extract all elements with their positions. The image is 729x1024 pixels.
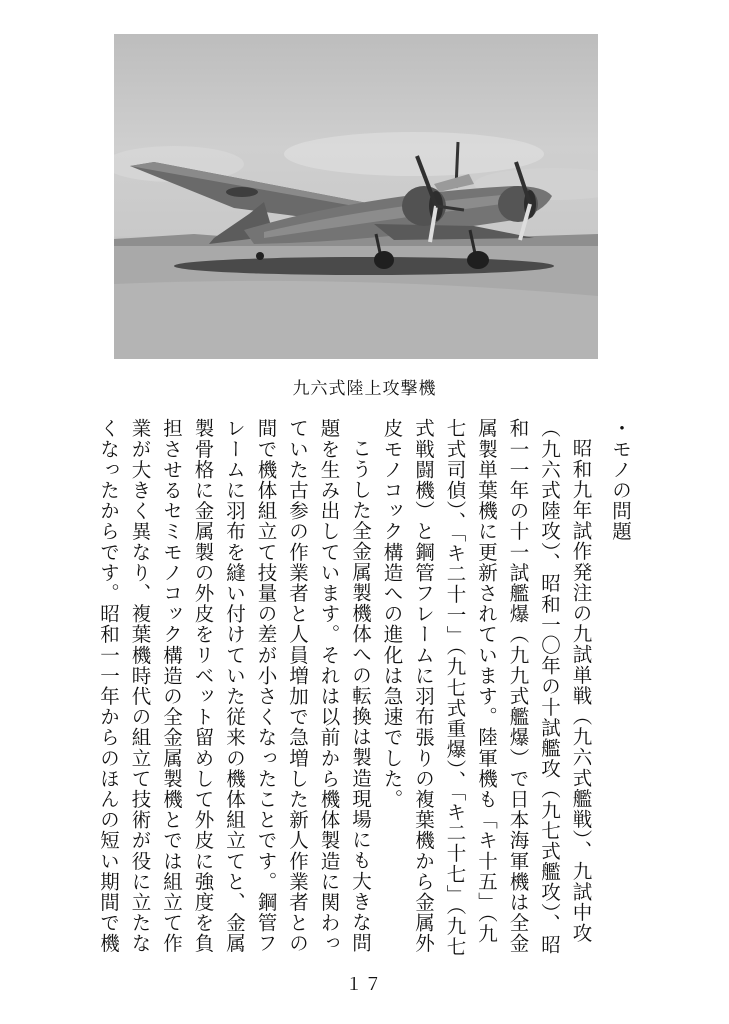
page-number: １７ [345, 975, 384, 995]
aircraft-photo [114, 34, 598, 359]
figure-caption: 九六式陸上攻撃機 [292, 379, 437, 399]
section-heading: ・モノの問題 [609, 418, 632, 542]
paragraph: 昭和九年試作発注の九試単戦（九六式艦戦）、九試中攻（九六式陸攻）、昭和一〇年の十試艦攻（九七式艦攻）、昭和一一年の十一試艦爆（九九式艦爆）で日本海軍機は全金属製単葉機に更新されています。陸軍機も「キ十五」（九七式司偵）、「キ二十一」（九七式重爆）、「キ二十七」（九七式戦闘機）と鋼管フレームに羽布張りの複葉機から金属外皮モノコック構造への進化は急速でした。 [380, 418, 593, 957]
article-body [66, 418, 636, 963]
paragraph: こうした全金属製機体への転換は製造現場にも大きな問題を生み出しています。それは以前から機体製造に関わっていた古参の作業者と人員増加で急増した新人作業者との間で機体組立て技量の差が小さくなったことです。鋼管フレームに羽布を縫い付けていた従来の機体組立てと、金属製骨格に金属製の外皮をリベット留めして外皮に強度を負担させるセミモノコック構造の全金属製機とでは組立て作業が大きく異なり、複葉機時代の組立て技術が役に立たなくなったからです。昭和一一年からのほんの短い期間で機 [97, 418, 372, 954]
bomber-photo-illustration [114, 34, 598, 359]
